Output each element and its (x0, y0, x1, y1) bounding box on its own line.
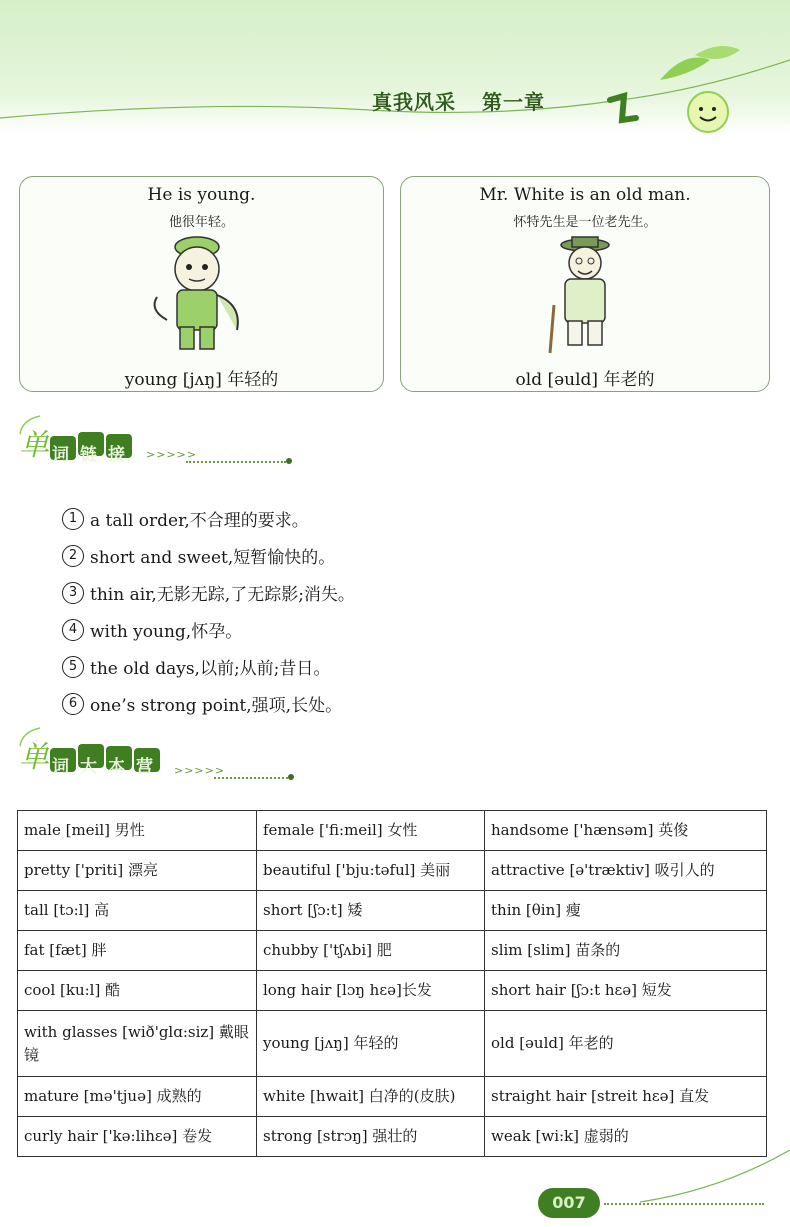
old-man-illustration-icon (540, 235, 630, 355)
table-row: fat [fæt] 胖 chubby ['tʃʌbi] 肥 slim [slim] 苗条的 (18, 931, 767, 971)
chapter-label: 第一章 (482, 90, 545, 114)
vocab-table (17, 810, 767, 1157)
card-word: old [əuld] 年老的 (515, 370, 655, 390)
section-arrows: >>>>> (174, 764, 226, 777)
section-divider (214, 777, 288, 779)
card-young (19, 176, 384, 392)
leaf-smiley-icon (600, 40, 750, 140)
boy-illustration-icon (147, 235, 257, 355)
table-row: cool [ku:l] 酷 long hair [lɔŋ hɛə]长发 short hair [ʃɔ:t hɛə] 短发 (18, 971, 767, 1011)
card-sentence-zh: 怀特先生是一位老先生。 (513, 215, 657, 230)
table-row: mature [mə'tjuə] 成熟的 white [hwait] 白净的(皮肤) straight hair [streit hɛə] 直发 (18, 1077, 767, 1117)
section-arrows: >>>>> (146, 448, 198, 461)
book-title: 真我风采 (372, 90, 456, 114)
table-row: male [meil] 男性 female ['fi:meil] 女性 handsome ['hænsəm] 英俊 (18, 811, 767, 851)
card-word: young [jʌŋ] 年轻的 (124, 370, 279, 390)
section-divider (186, 461, 286, 463)
card-sentence-zh: 他很年轻。 (168, 215, 234, 230)
list-item: 1 a tall order,不合理的要求。 (62, 500, 355, 537)
footer-curve (640, 1150, 790, 1210)
list-item: 4 with young,怀孕。 (62, 611, 355, 648)
table-row: pretty ['priti] 漂亮 beautiful ['bju:təful] 美丽 attractive [ə'træktiv] 吸引人的 (18, 851, 767, 891)
phrase-list (62, 500, 355, 722)
section-dot (288, 774, 294, 780)
section-title-first-vocab: 单 (19, 740, 49, 775)
section-title-vocab: 词大本营 (52, 757, 164, 777)
table-row: curly hair ['kə:lihɛə] 卷发 strong [strɔŋ] 强壮的 weak [wi:k] 虚弱的 (18, 1117, 767, 1157)
section-title-link: 词链接 (52, 445, 136, 465)
section-title-first-link: 单 (19, 428, 49, 463)
card-sentence-en: Mr. White is an old man. (479, 185, 691, 205)
list-item: 2 short and sweet,短暂愉快的。 (62, 537, 355, 574)
list-item: 3 thin air,无影无踪,了无踪影;消失。 (62, 574, 355, 611)
card-old (400, 176, 770, 392)
card-sentence-en: He is young. (147, 185, 256, 205)
list-item: 5 the old days,以前;从前;昔日。 (62, 648, 355, 685)
page-number: 007 (538, 1188, 600, 1218)
list-item: 6 one’s strong point,强项,长处。 (62, 685, 355, 722)
table-row: with glasses [wið'glɑ:siz] 戴眼镜 young [jʌŋ] 年轻的 old [əuld] 年老的 (18, 1011, 767, 1077)
header-title (372, 86, 571, 115)
table-row: tall [tɔ:l] 高 short [ʃɔ:t] 矮 thin [θin] 瘦 (18, 891, 767, 931)
section-dot (286, 458, 292, 464)
